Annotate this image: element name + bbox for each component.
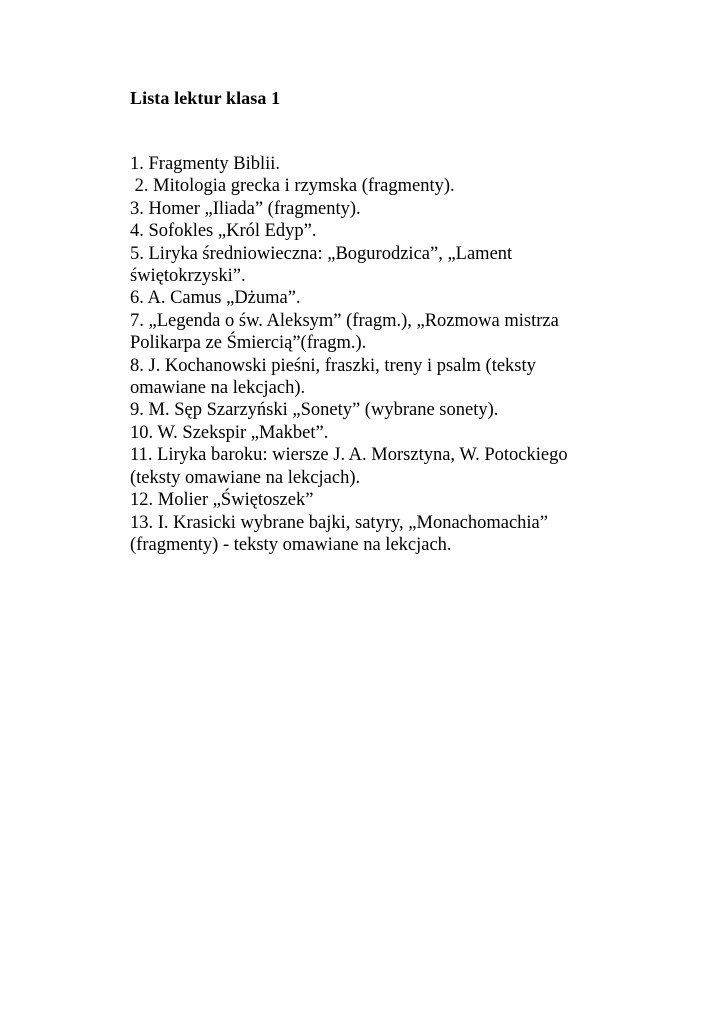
list-item-line: (teksty omawiane na lekcjach).: [130, 467, 361, 488]
list-item-line: 11. Liryka baroku: wiersze J. A. Morsztyna, W. Potockiego: [130, 445, 568, 466]
list-item-line: (fragmenty) - teksty omawiane na lekcjach.: [130, 534, 452, 555]
list-item: [130, 153, 630, 175]
list-item: [130, 220, 630, 242]
list-item-line: 13. I. Krasicki wybrane bajki, satyry, „Monachomachia”: [130, 512, 548, 533]
list-item: [130, 399, 630, 421]
list-item-line: 7. „Legenda o św. Aleksym” (fragm.), „Rozmowa mistrza: [130, 310, 559, 331]
list-item: [130, 512, 630, 557]
list-item: [130, 198, 630, 220]
list-item-line: 12. Molier „Świętoszek”: [130, 490, 314, 511]
reading-list: [130, 153, 630, 556]
list-item-line: 1. Fragmenty Biblii.: [130, 154, 281, 174]
list-item-line: 8. J. Kochanowski pieśni, fraszki, treny i psalm (teksty: [130, 355, 536, 376]
list-item-line: 10. W. Szekspir „Makbet”.: [130, 422, 329, 443]
list-item-line: Polikarpa ze Śmiercią”(fragm.).: [130, 333, 367, 354]
list-item-line: świętokrzyski”.: [130, 266, 246, 287]
list-item: [130, 489, 630, 511]
list-item: [130, 355, 630, 400]
list-item: [130, 422, 630, 444]
list-item: [130, 175, 630, 197]
document-title: Lista lektur klasa 1: [130, 88, 281, 108]
list-item-line: 9. M. Sęp Szarzyński „Sonety” (wybrane sonety).: [130, 400, 499, 421]
list-item-line: 4. Sofokles „Król Edyp”.: [130, 221, 317, 242]
list-item-line: 5. Liryka średniowieczna: „Bogurodzica”, „Lament: [130, 243, 513, 264]
list-item: [130, 287, 630, 309]
list-item: [130, 444, 630, 489]
list-item-line: 2. Mitologia grecka i rzymska (fragmenty).: [130, 176, 455, 197]
list-item: [130, 310, 630, 355]
list-item-line: 6. A. Camus „Dżuma”.: [130, 288, 301, 309]
list-item-line: 3. Homer „Iliada” (fragmenty).: [130, 198, 361, 219]
list-item-line: omawiane na lekcjach).: [130, 378, 306, 399]
list-item: [130, 243, 630, 288]
